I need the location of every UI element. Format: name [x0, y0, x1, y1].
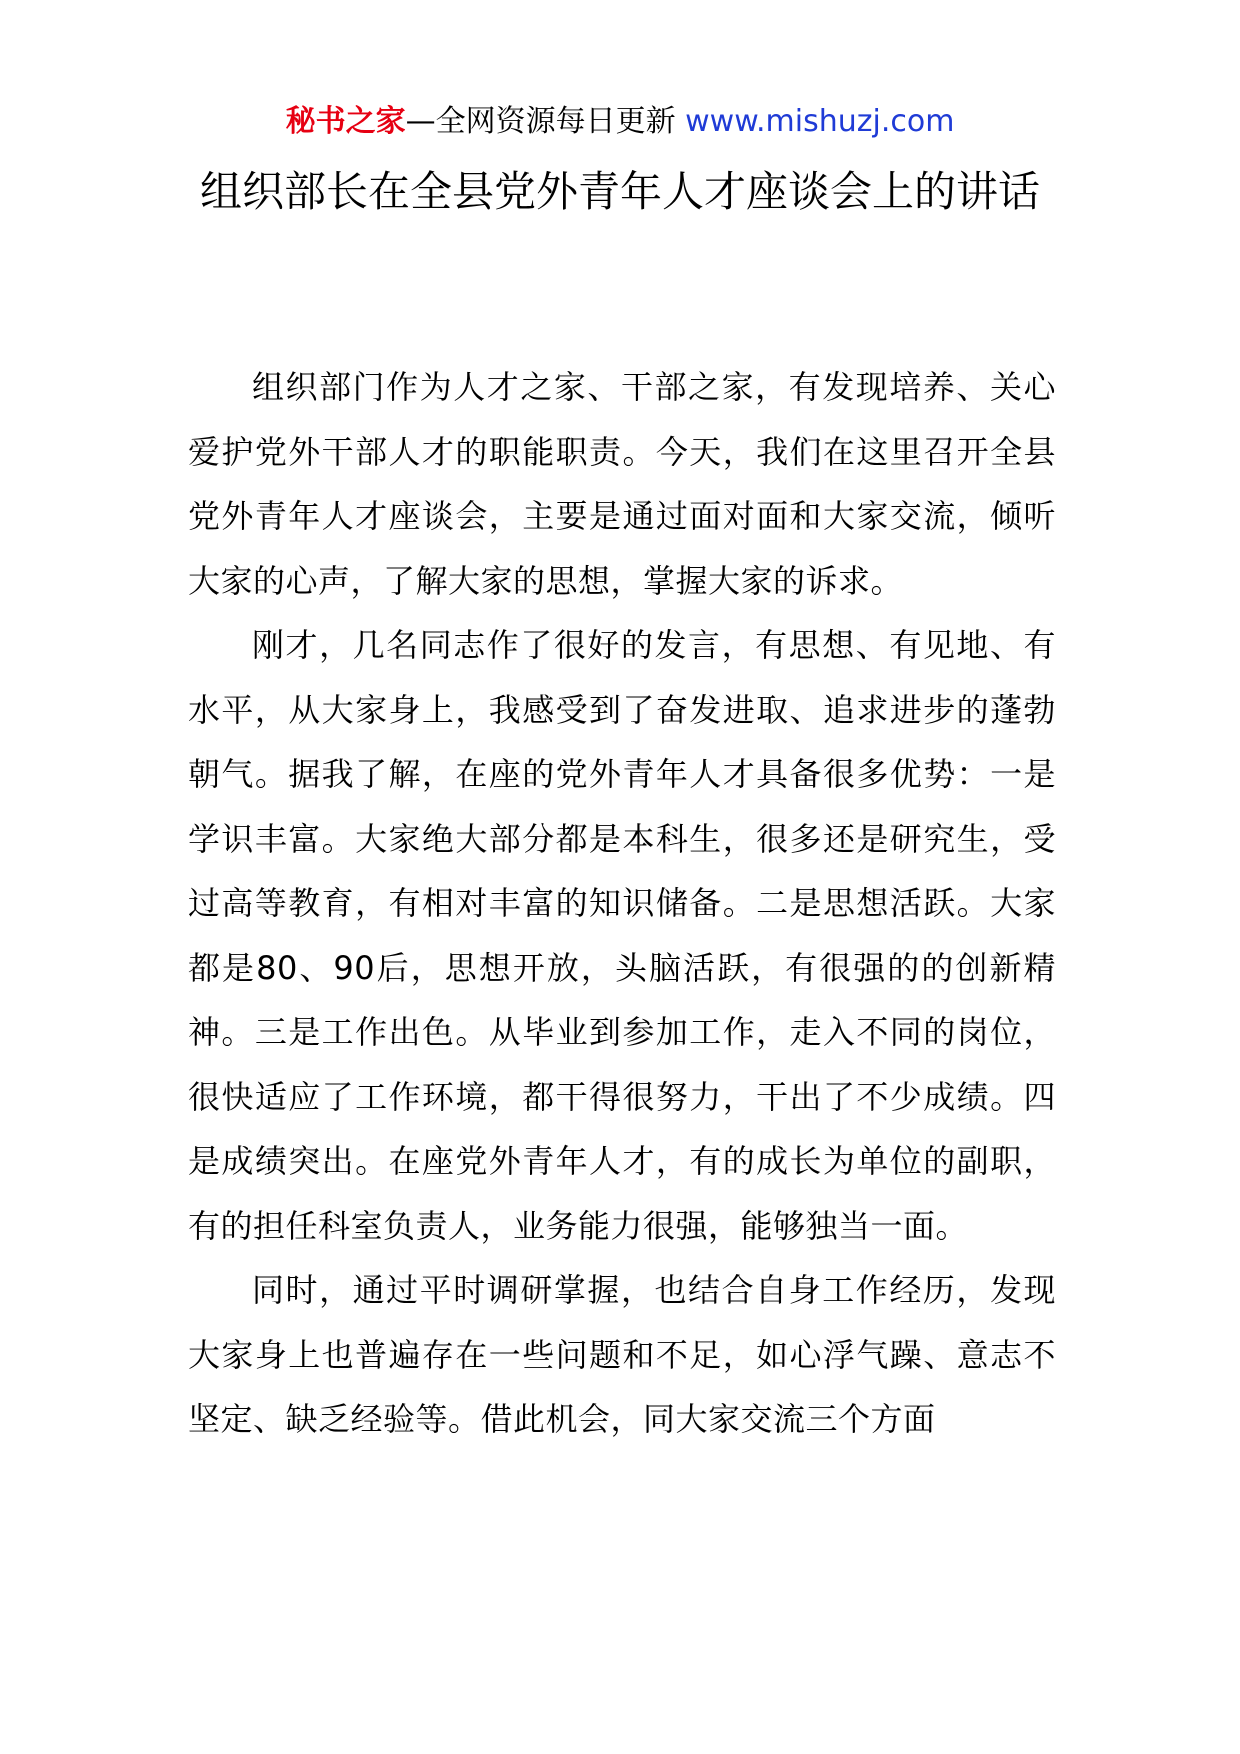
body-paragraph-3: 同时，通过平时调研掌握，也结合自身工作经历，发现大家身上也普遍存在一些问题和不足，如心浮气躁、意志不坚定、缺乏经验等。借此机会，同大家交流三个方面 — [188, 1271, 1056, 1438]
document-title: 组织部长在全县党外青年人才座谈会上的讲话 — [199, 167, 1040, 216]
body-paragraph-2: 刚才，几名同志作了很好的发言，有思想、有见地、有水平，从大家身上，我感受到了奋发进取、追求进步的蓬勃朝气。据我了解，在座的党外青年人才具备很多优势：一是学识丰富。大家绝大部分都是本科生，很多还是研究生，受过高等教育，有相对丰富的知识储备。二是思想活跃。大家都是80、90后，思想开放，头脑活跃，有很强的的创新精神。三是工作出色。从毕业到参加工作，走入不同的岗位，很快适应了工作环境，都干得很努力，干出了不少成绩。四是成绩突出。在座党外青年人才，有的成长为单位的副职，有的担任科室负责人，业务能力很强，能够独当一面。 — [188, 626, 1056, 1245]
brand-name: 秘书之家 — [285, 104, 406, 139]
header-tagline: —全网资源每日更新 — [405, 104, 686, 139]
site-header — [0, 100, 1240, 144]
document-body — [188, 355, 1056, 1452]
site-url: www.mishuzj.com — [685, 104, 955, 139]
body-paragraph-1: 组织部门作为人才之家、干部之家，有发现培养、关心爱护党外干部人才的职能职责。今天，我们在这里召开全县党外青年人才座谈会，主要是通过面对面和大家交流，倾听大家的心声，了解大家的思想，掌握大家的诉求。 — [188, 368, 1056, 600]
